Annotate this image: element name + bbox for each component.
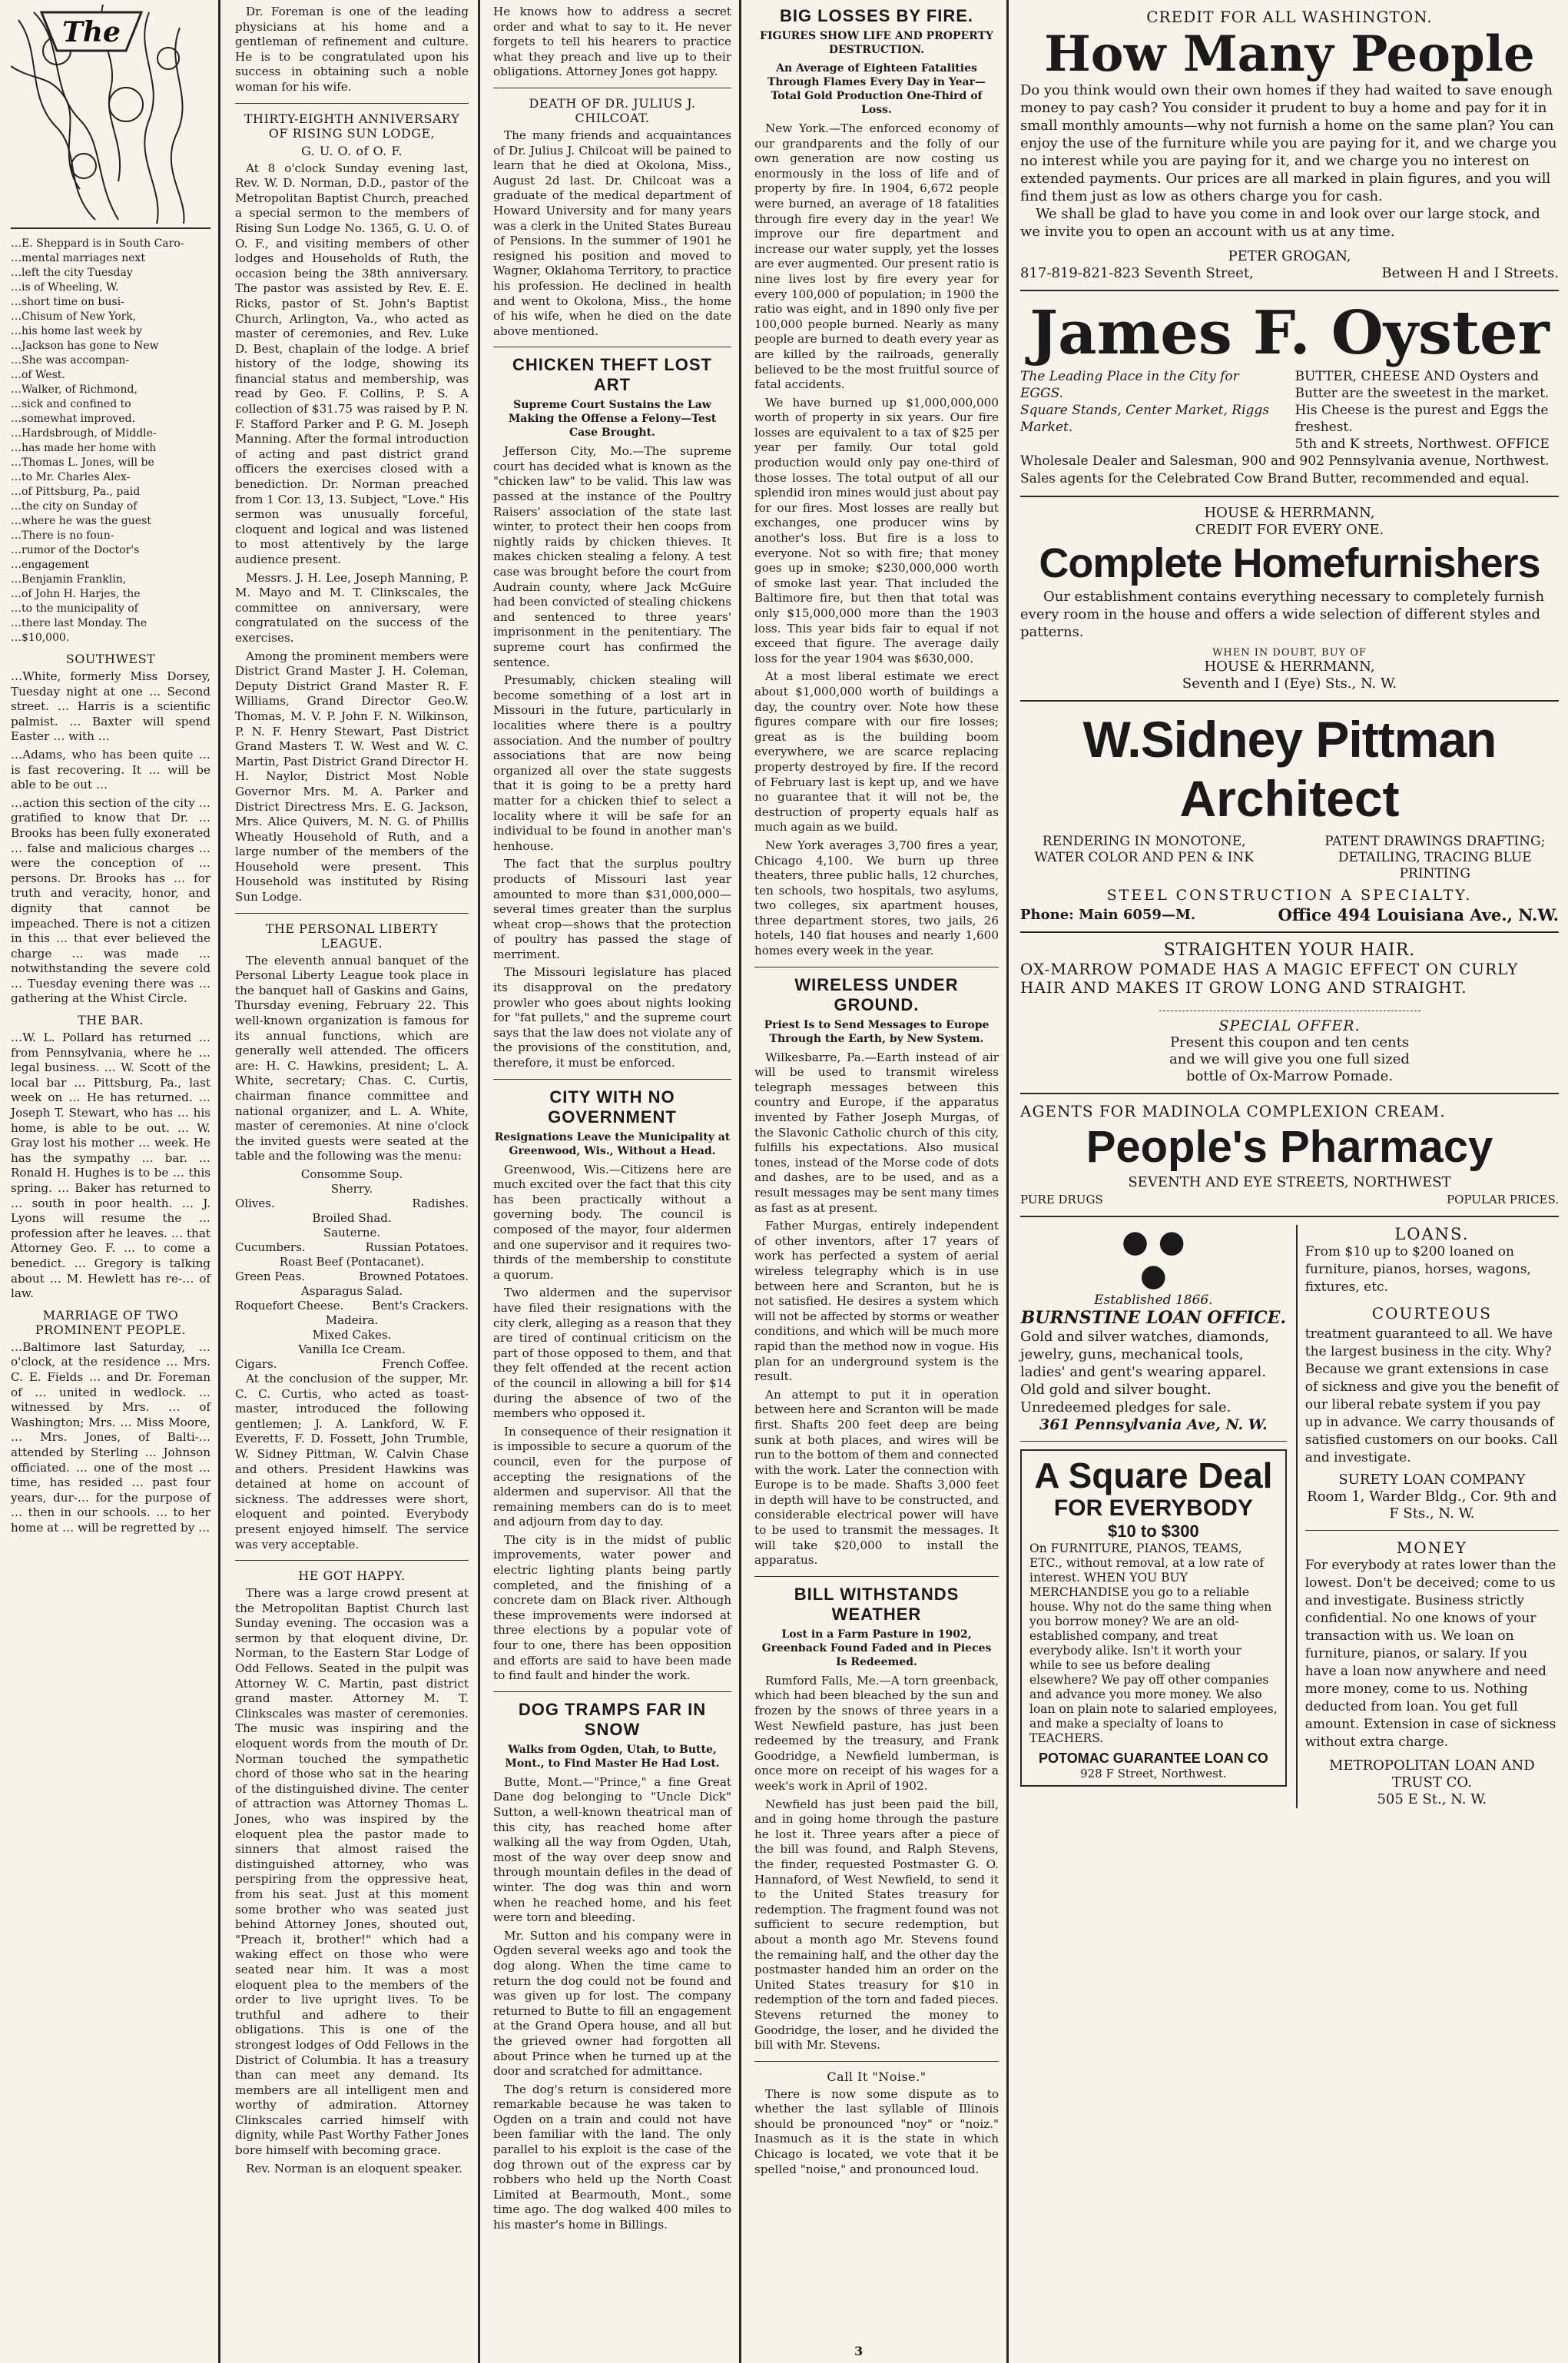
ad-body: Do you think would own their own homes if they had waited to save enough money to pay cash? You consider it prudent to buy a home and pay for it in small monthly amounts—why not furnish a home on the same plan? You can enjoy the use of the furniture while you are paying for it, and we charge you no interest while you are paying for it, and we charge you no interest on extended payments. Our prices are all marked in plain figures, and you will find them just as low as others charge you for cash. xyxy=(1020,82,1557,204)
ad-text: POPULAR PRICES. xyxy=(1447,1193,1559,1206)
ad-potomac xyxy=(1020,1449,1287,1787)
ad-address: 361 Pennsylvania Ave, N. W. xyxy=(1039,1416,1268,1433)
ad-tagline: CREDIT FOR ALL WASHINGTON. xyxy=(1146,8,1433,26)
column-rule xyxy=(478,0,480,2363)
ad-body: Gold and silver watches, diamonds, jewelry, guns, mechanical tools, ladies' and gent's wearing apparel. Old gold and silver bought. Unredeemed pledges for sale. xyxy=(1020,1329,1270,1415)
menu-item-right: Russian Potatoes. xyxy=(365,1240,469,1254)
ad-title: People's Pharmacy xyxy=(1086,1122,1493,1172)
paragraph: At 8 o'clock Sunday evening last, Rev. W. D. Norman, D.D., pastor of the Metropolitan Baptist Church, preached a special sermon to the members of Rising Sun Lodge No. 1365, G. U. O. of O. F., and visiting members of other lodges and Households of Ruth, the occasion being the 38th anniversary. The pastor was assisted by Rev. E. E. Ricks, pastor of St. John's Baptist Church, Arlington, Va., who acted as master of ceremonies, and Rev. Luke D. Best, chaplain of the lodge. A brief history of the lodge, showing its financial status and membership, was read by Geo. F. Collins, P. S. A collection of $31.75 was raised by P. N. F. Stafford Parker and P. G. M. Joseph Manning. After the formal introduction of acting and past district grand officers the exercises closed with a benediction. Dr. Norman preached from 1 Cor. 13, 13. Subject, "Love." His sermon was unusually forceful, cloquent and logical and was listened to most attentively by the large audience present. xyxy=(235,161,469,566)
ads-lower-grid xyxy=(1020,1225,1559,1808)
social-note-line: …Hardsbrough, of Middle- xyxy=(11,427,157,440)
menu-item: Mixed Cakes. xyxy=(312,1327,392,1342)
menu-item: Sauterne. xyxy=(323,1225,381,1240)
ad-oyster xyxy=(1020,299,1559,488)
social-note-line: …mental marriages next xyxy=(11,252,146,264)
article-headline: DOG TRAMPS FAR IN SNOW xyxy=(518,1699,707,1739)
divider xyxy=(1020,1093,1559,1094)
ad-address: SEVENTH AND EYE STREETS, NORTHWEST xyxy=(1128,1174,1451,1190)
social-note-line: …to the municipality of xyxy=(11,602,138,615)
menu-item xyxy=(235,1357,469,1372)
social-note-line: …engagement xyxy=(11,559,90,571)
paragraph: At a most liberal estimate we erect about $1,000,000 worth of buildings a day, the country over. Note how these figures compare with our fire losses; great as is the building boom everywhere, we are scarce replacing property destroyed by fire. If the record of February last is kept up, and we have no guarantee that it will not be, the destruction of property equals half as much again as we build. xyxy=(754,669,999,835)
divider xyxy=(754,2061,999,2062)
ad-title: MONEY xyxy=(1396,1538,1467,1557)
ad-est: Established 1866. xyxy=(1094,1293,1213,1308)
paragraph: Jefferson City, Mo.—The supreme court has decided what is known as the "chicken law" to be valid. This law was passed at the instance of the Poultry Raisers' association of the state last winter, to protect their hen coops from nightly raids by chicken thieves. It makes chicken stealing a felony. A test case was brought before the court from Audrain county, where Jack McGuire had been convicted of stealing chickens and sentenced to three years' imprisonment in the penitentiary. The supreme court has confirmed the sentence. xyxy=(493,444,731,669)
article-headline: BILL WITHSTANDS WEATHER xyxy=(794,1584,960,1624)
menu-item-left: Cigars. xyxy=(235,1356,277,1371)
paragraph: He knows how to address a secret order and what to say to it. He never forgets to tell his hearers to practice what they preach and live up to their obligations. Attorney Jones got happy. xyxy=(493,5,731,79)
bar-heading: THE BAR. xyxy=(78,1013,144,1028)
ornate-masthead-icon xyxy=(11,5,211,227)
ad-title: A Square Deal xyxy=(1034,1455,1273,1495)
ad-details xyxy=(1020,834,1559,882)
paragraph: New York averages 3,700 fires a year, Chicago 4,100. We burn up three theaters, three public halls, 12 churches, ten schools, two hospitals, two asylums, two colleges, six apartment houses, three department stores, two jails, 26 hotels, 140 flat houses and nearly 1,600 homes every week in the year. xyxy=(754,838,999,958)
ad-title: W.Sidney Pittman xyxy=(1082,711,1497,768)
ad-burnstine xyxy=(1020,1225,1287,1433)
article-subheadline: Lost in a Farm Pasture in 1902, Greenback Found Faded and in Pieces Is Redeemed. xyxy=(761,1628,992,1668)
paragraph: In consequence of their resignation it is impossible to secure a quorum of the council, even for the purpose of accepting the resignations of the aldermen and supervisor. All that the remaining members can do is to meet and adjourn from day to day. xyxy=(493,1424,731,1529)
paragraph: An attempt to put it in operation between here and Scranton will be made first. Shafts 200 feet deep are being sunk at both places, and wires will be run to the bottom of them and connected with the work. Later the connection with Europe is to be made. Shafts 3,000 feet in depth will have to be constructed, and considerable electrical power will have to be used to transmit the messages. It will take $20,000 to install the apparatus. xyxy=(754,1387,999,1568)
menu-item: Broiled Shad. xyxy=(312,1210,392,1225)
paragraph: New York.—The enforced economy of our grandparents and the folly of our own generation are now costing us enormously in the loss of life and of property by fire. In 1904, 6,672 people were burned, an average of 18 fatalities through fire every day in the year! We improve our fire department and increase our water supply, yet the losses are ever augmented. Our present ratio is nine lives lost by fire every year for every 100,000 of population; in 1900 the ratio was eight, and in 1890 only five per 100,000 people burned. Nearly as many people are burned to death every year as are killed by the railroads, generally believed to be the most fruitful source of fatal accidents. xyxy=(754,121,999,392)
ad-body: We shall be glad to have you come in and look over our large stock, and we invite you to open an account with us at any time. xyxy=(1020,206,1540,240)
ad-text: Square Stands, Center Market, Riggs Market. xyxy=(1020,403,1270,435)
social-note-line: …of John H. Harjes, the xyxy=(11,588,141,600)
social-note-line: …where he was the guest xyxy=(11,515,151,527)
social-note-line: …there last Monday. The xyxy=(11,617,148,629)
marriage-heading: MARRIAGE OF TWO PROMINENT PEOPLE. xyxy=(35,1307,187,1337)
social-note-line: …rumor of the Doctor's xyxy=(11,544,140,556)
menu-item xyxy=(235,1269,469,1284)
ad-range: $10 to $300 xyxy=(1108,1522,1199,1541)
ad-contact-row xyxy=(1020,907,1559,924)
ad-grogan xyxy=(1020,8,1559,282)
social-note-line: …to Mr. Charles Alex- xyxy=(11,471,131,483)
article-headline: CITY WITH NO GOVERNMENT xyxy=(548,1087,677,1127)
ad-address: 928 F Street, Northwest. xyxy=(1080,1767,1227,1781)
ad-title: LOANS. xyxy=(1394,1225,1470,1243)
ad-peoples-pharmacy xyxy=(1020,1102,1559,1208)
social-notes-list xyxy=(11,237,211,646)
southwest-heading: SOUTHWEST xyxy=(65,652,156,666)
article-headline: Call It "Noise." xyxy=(827,2069,927,2084)
paragraph: Two aldermen and the supervisor have filed their resignations with the city clerk, alleging as a reason that they are tired of continual criticism on the part of those opposed to them, and that they felt offended at the recent action of the council in allowing a bill for $14 during the absence of two of the members who opposed it. xyxy=(493,1286,731,1421)
menu-item xyxy=(235,1196,469,1211)
column-social-notes xyxy=(0,0,217,2363)
ad-address-between: Between H and I Streets. xyxy=(1381,265,1559,281)
ad-tagline: HOUSE & HERRMANN, xyxy=(1204,505,1375,521)
masthead-illustration xyxy=(11,5,211,229)
paragraph: Among the prominent members were District Grand Master J. H. Coleman, Deputy District Grand Master R. F. Williams, Grand Director Geo.W. Thomas, M. V. P. John F. N. Wilkinson, P. N. F. Henry Stewart, Past District Grand Masters T. W. West and W. C. Martin, Past District Grand Director H. H. Naylor, District Most Noble Governor Mrs. M. A. Parker and District Directress Mrs. E. G. Jackson, Mrs. Alice Quivers, M. N. G. of Phillis Wheatly Household of Ruth, and a large number of the members of the Household were present. This Household was instituted by Rising Sun Lodge. xyxy=(235,649,469,904)
menu-item xyxy=(235,1240,469,1255)
ad-body: For everybody at rates lower than the lowest. Don't be deceived; come to us and investigate. Business strictly confidential. No one knows of your transaction with us. We loan on furniture, pianos, or salary. If you have a loan now anywhere and need more money, come to us. Nothing deducted from loan. You get full amount. Extension in case of sickness without extra charge. xyxy=(1304,1558,1556,1750)
ad-body: Our establishment contains everything necessary to completely furnish every room in the house and offers a wide selection of different styles and patterns. xyxy=(1020,589,1545,640)
ad-body: Wholesale Dealer and Salesman, 900 and 902 Pennsylvania avenue, Northwest. Sales agents for the Celebrated Cow Brand Butter, recommended and equal. xyxy=(1020,453,1550,486)
ad-title: BURNSTINE LOAN OFFICE. xyxy=(1020,1308,1287,1328)
article-subheadline: Walks from Ogden, Utah, to Butte, Mont., to Find Master He Had Lost. xyxy=(505,1743,720,1770)
divider xyxy=(1020,700,1559,702)
ad-name: SURETY LOAN COMPANY xyxy=(1338,1472,1526,1488)
article-subheadline: An Average of Eighteen Fatalities Through Flames Every Day in Year—Total Gold Production One-Third of Loss. xyxy=(767,62,986,116)
article-headline: THE PERSONAL LIBERTY LEAGUE. xyxy=(265,921,439,951)
paragraph: The many friends and acquaintances of Dr. Julius J. Chilcoat will be pained to learn that he died at Okolona, Miss., August 2d last. Dr. Chilcoat was a graduate of the medical department of Howard University and for many years was a clerk in the United States Bureau of Pensions. In the summer of 1901 he resigned his position and moved to Wagner, Oklahoma Territory, to practice his profession. He declined in health and went to Okolona, Miss., the home of his wife, when he died on the date above mentioned. xyxy=(493,128,731,338)
paragraph: At the conclusion of the supper, Mr. C. C. Curtis, who acted as toast-master, introduced the following gentlemen; J. A. Lankford, W. F. Everetts, F. D. Fossett, John Trumble, W. Sidney Pittman, W. Calvin Chase and others. President Hawkins was detained at home on account of sickness. The addresses were short, eloquent and pointed. Everybody present enjoyed himself. The service was very acceptable. xyxy=(235,1371,469,1552)
paragraph: …White, formerly Miss Dorsey, Tuesday night at one … Second street. … Harris is a scientific palmist. … Baxter will spend Easter … with … xyxy=(11,669,211,744)
menu-item: Roast Beef (Pontacanet). xyxy=(279,1254,425,1269)
menu-item: Asparagus Salad. xyxy=(300,1283,403,1298)
ads-lower-right xyxy=(1296,1225,1559,1808)
menu-item-right: Browned Potatoes. xyxy=(359,1269,469,1283)
paragraph: Butte, Mont.—"Prince," a fine Great Dane dog belonging to "Uncle Dick" Sutton, a well-known theatrical man of this city, has reached home after walking all the way from Ogden, Utah, most of the way over deep snow and through mountain defiles in the dead of winter. The dog was thin and worn when he reached home, and his feet were torn and bleeding. xyxy=(493,1774,731,1925)
social-note-line: …short time on busi- xyxy=(11,296,124,308)
ad-body: On FURNITURE, PIANOS, TEAMS, ETC., without removal, at a low rate of interest. WHEN YOU BUY MERCHANDISE you go to a reliable house. Why not do the same thing when you borrow money? We are an old-established company, and treat everybody alike. Isn't it worth your while to see us before dealing elsewhere? We pay off other companies and advance you more money. We also loan on plain note to salaried employees, and make a specialty of loans to TEACHERS. xyxy=(1029,1542,1278,1745)
ad-body: OX-MARROW POMADE HAS A MAGIC EFFECT ON CURLY HAIR AND MAKES IT GROW LONG AND STRAIGHT. xyxy=(1020,960,1519,997)
divider xyxy=(1020,931,1559,933)
ad-address: Seventh and I (Eye) Sts., N. W. xyxy=(1182,675,1397,692)
menu-item-left: Green Peas. xyxy=(235,1269,306,1283)
ad-title: James F. Oyster xyxy=(1029,298,1550,368)
divider xyxy=(235,103,469,104)
divider xyxy=(1020,496,1559,497)
ad-address-row xyxy=(1020,265,1559,282)
paragraph: The Missouri legislature has placed its disapproval on the predatory prowler who goes about nights looking for "fat pullets," and the supreme court says that the law does not violate any of the provisions of the constitution, and, therefore, it must be enforced. xyxy=(493,965,731,1070)
ad-address: Office 494 Louisiana Ave., N.W. xyxy=(1278,905,1559,924)
paragraph: Wilkesbarre, Pa.—Earth instead of air will be used to transmit wireless telegraph messages between this country and Europe, if the apparatus invented by Father Joseph Murgas, of the Slavonic Catholic church of this city, fulfills his expectations. Also musical tones, instead of the Morse code of dots and dashes, are to be used, and as a result messages may be sent many times as fast as at present. xyxy=(754,1050,999,1215)
column-rule xyxy=(1006,0,1009,2363)
ad-text: RENDERING IN MONOTONE, WATER COLOR AND PEN & INK xyxy=(1034,834,1254,865)
ad-text: The Leading Place in the City for EGGS. xyxy=(1020,369,1239,401)
column-three xyxy=(486,0,738,2363)
paragraph: Rumford Falls, Me.—A torn greenback, which had been bleached by the sun and frozen by the snows of three years in a West Newfield pasture, has just been redeemed by the treasury, and Frank Goodridge, a Newfield lumberman, is once more on receipt of his wages for a week's work in April of 1902. xyxy=(754,1673,999,1793)
social-note-line: …his home last week by xyxy=(11,325,143,337)
divider xyxy=(1020,1441,1287,1442)
paragraph: …action this section of the city … gratified to know that Dr. … Brooks has been fully exonerated … false and malicious charges … were the conception of … persons. Dr. Brooks has … for truth and veracity, honor, and dignity that cannot be impeached. There is not a citizen in this … that ever believed the charge … was made … notwithstanding the severe cold … Tuesday evening there was … gathering at the Whist Circle. xyxy=(11,795,211,1006)
social-note-line: …has made her home with xyxy=(11,442,157,454)
menu-item: Sherry. xyxy=(330,1181,373,1196)
ad-body: treatment guaranteed to all. We have the largest business in the city. Why? Because we grant extensions in case of sickness and give you the benefit of our liberal rebate system if you pay up in advance. We carry thousands of satisfied customers on our books. Call and investigate. xyxy=(1304,1326,1559,1465)
banquet-menu xyxy=(235,1167,469,1372)
paragraph: The dog's return is considered more remarkable because he was taken to Ogden on a train and could not have been familiar with the land. The only parallel to his exploit is the case of the dog thrown out of the express car by robbers who held up the North Coast Limited at Bearmouth, Mont., some time ago. The dog walked 400 miles to his master's home in Billings. xyxy=(493,2082,731,2232)
divider xyxy=(1020,1216,1559,1217)
ad-surety-loan xyxy=(1305,1225,1559,1522)
article-subheadline: FIGURES SHOW LIFE AND PROPERTY DESTRUCTION. xyxy=(760,30,993,56)
column-two xyxy=(227,0,475,2363)
ad-address: 817-819-821-823 Seventh Street, xyxy=(1020,265,1254,281)
social-note-line: …Chisum of New York, xyxy=(11,310,137,323)
ad-body: From $10 up to $200 loaned on furniture, pianos, horses, wagons, fixtures, etc. xyxy=(1304,1244,1531,1295)
social-note-line: …the city on Sunday of xyxy=(11,500,138,513)
article-headline: THIRTY-EIGHTH ANNIVERSARY OF RISING SUN LODGE, xyxy=(244,111,460,141)
paragraph: There was a large crowd present at the Metropolitan Baptist Church last Sunday evening. The occasion was a sermon by that eloquent divine, Dr. Norman, to the Eastern Star Lodge of Odd Fellows. Seated in the pulpit was Attorney W. C. Martin, past district grand master. Attorney M. T. Clinkscales was master of ceremonies. The music was inspiring and the eloquent words from the mouth of Dr. Norman touched the sympathetic chord of those who sat in the hearing of the distinguished divine. The center of attraction was Attorney Thomas L. Jones, who was inspired by the eloquent plea the pastor made to sinners that almost raised the distinguished attorney, who was perspiring from the oppressive heat, from his seat. Just at this moment some brother who was seated just behind Attorney Jones, shouted out, "Preach it, brother!" which had a waking effect on those who were seated near him. It was a most eloquent plea to the members of the order to live upright lives. To be truthful and adhere to their obligations. This is one of the strongest lodges of Odd Fellows in the District of Columbia. It has a treasury than can meet any demand. Its members are all intelligent men and worthy of admiration. Attorney Clinkscales carried himself with dignity, while Past Worthy Father Jones bore himself with becoming grace. xyxy=(235,1586,469,2158)
paragraph: The eleventh annual banquet of the Personal Liberty League took place in the banquet hall of Gaskins and Gains, Thursday evening, February 22. This well-known organization is famous for its annual functions, which are generally well attended. The officers are: H. C. Hawkins, president; L. A. White, secretary; Chas. C. Curtis, chairman finance committee and national organizer, and L. A. White, master of ceremonies. At nine o'clock the invited guests were seated at the table and the following was the menu: xyxy=(235,953,469,1163)
svg-text:The: The xyxy=(62,16,121,48)
social-note-line: …Benjamin Franklin, xyxy=(11,573,127,586)
ad-tagline: STEEL CONSTRUCTION A SPECIALTY. xyxy=(1106,887,1473,904)
divider xyxy=(235,913,469,914)
divider xyxy=(493,1691,731,1692)
ad-pittman xyxy=(1020,709,1559,924)
ad-title: How Many People xyxy=(1044,25,1535,83)
ad-subtitle: FOR EVERYBODY xyxy=(1053,1495,1253,1521)
social-note-line: …$10,000. xyxy=(11,632,70,644)
ad-subtitle: Architect xyxy=(1179,770,1400,827)
ad-tagline: WHEN IN DOUBT, BUY OF xyxy=(1212,647,1367,659)
paragraph: Messrs. J. H. Lee, Joseph Manning, P. M. Mayo and M. T. Clinkscales, the committee on anniversary, were congratulated on the success of the exercises. xyxy=(235,570,469,645)
ad-signature: PETER GROGAN, xyxy=(1228,248,1351,264)
social-note-line: …sick and confined to xyxy=(11,398,131,410)
paragraph: Father Murgas, entirely independent of other inventors, after 17 years of work has perfected a system of aerial wireless telegraphy which is in use between here and Scranton, but he is not satisfied. He desires a system which will not be affected by storms or weather conditions, and which will be much more rapid than the method now in vogue. His plan for an underground system is the result. xyxy=(754,1219,999,1384)
paragraph: Presumably, chicken stealing will become something of a lost art in Missouri in the future, particularly in localities where there is a poultry association. And the number of poultry associations that are now being organized all over the state suggests that it is going to be a pretty hard matter for a chicken thief to select a locality where it will be safe for an individual to be found in another man's henhouse. xyxy=(493,673,731,853)
ad-house-herrmann xyxy=(1020,505,1559,692)
ad-title: STRAIGHTEN YOUR HAIR. xyxy=(1163,941,1416,960)
ad-tagline: CREDIT FOR EVERY ONE. xyxy=(1195,522,1384,538)
column-rule xyxy=(739,0,741,2363)
menu-item: Consomme Soup. xyxy=(300,1167,403,1181)
paragraph: Newfield has just been paid the bill, and in going home through the pasture he lost it. Three years after a piece of the bill was found, and Ralph Stevens, the finder, requested Postmaster G. O. Hannaford, of West Newfield, to send it to the United States treasury for redemption. The fragment found was not sufficient to secure redemption, but about a month ago Mr. Stevens found the remaining half, and the other day the postmaster handed him an order on the United States treasury for $10 in redemption of the torn and faded pieces. Stevens returned the money to Goodridge, the loser, and he divided the bill with Mr. Stevens. xyxy=(754,1797,999,2053)
paragraph: Greenwood, Wis.—Citizens here are much excited over the fact that this city has been practically without a governing body. The council is composed of the mayor, four aldermen and one supervisor and it requires two-thirds of the membership to constitute a quorum. xyxy=(493,1162,731,1282)
social-note-line: …Jackson has gone to New xyxy=(11,340,159,352)
coupon xyxy=(1159,1011,1420,1085)
social-note-line: …Walker, of Richmond, xyxy=(11,383,138,396)
paragraph: …W. L. Pollard has returned … from Pennsylvania, where he … legal business. … W. Scott of the local bar … Pittsburg, Pa., last week on … He has returned. … Joseph T. Stewart, who has … his home, is able to be out. … W. Gray lost his mother … week. He has the sympathy … bar. … Ronald H. Hughes is to be … this spring. … Baker has returned to … south in poor health. … J. Lyons will resume the … profession after he leaves. … that Attorney Geo. F. … to come a benedict. … Gregory is talking about … M. Hewlett has re-… of law. xyxy=(11,1030,211,1301)
social-note-line: …somewhat improved. xyxy=(11,413,136,425)
divider xyxy=(1020,290,1559,291)
social-note-line: …There is no foun- xyxy=(11,529,114,542)
article-headline: CHICKEN THEFT LOST ART xyxy=(512,355,712,395)
ad-subtitle: COURTEOUS xyxy=(1371,1304,1492,1323)
paragraph: Mr. Sutton and his company were in Ogden several weeks ago and took the dog along. When the time came to return the dog could not be found and was given up for lost. The company returned to Butte to fill an engagement at the Grand Opera house, and all but the grieved owner had forgotten all about Prince when he turned up at the door and scratched for admittance. xyxy=(493,1928,731,2079)
social-note-line: …is of Wheeling, W. xyxy=(11,281,119,294)
paragraph: Rev. Norman is an eloquent speaker. xyxy=(246,2161,463,2175)
ad-name: POTOMAC GUARANTEE LOAN CO xyxy=(1039,1751,1268,1766)
menu-item: Madeira. xyxy=(325,1313,379,1327)
coupon-body: Present this coupon and ten cents and we will give you one full sized bottle of Ox-Marrow Pomade. xyxy=(1169,1034,1410,1084)
paragraph: There is now some dispute as to whether the last syllable of Illinois should be pronounced "noy" or "noiz." Inasmuch as it is the state in which Chicago is located, we vote that it be spelled "noise," and pronounced loud. xyxy=(754,2086,999,2176)
paragraph: The fact that the surplus poultry products of Missouri last year amounted to more than $31,000,000—several times greater than the surplus wheat crop—shows that the protection of poultry has passed the stage of merriment. xyxy=(493,857,731,961)
ad-address: Room 1, Warder Bldg., Cor. 9th and F Sts., N. W. xyxy=(1307,1488,1557,1522)
article-headline: BIG LOSSES BY FIRE. xyxy=(779,6,974,25)
social-note-line: …Thomas L. Jones, will be xyxy=(11,456,154,469)
paragraph: …Baltimore last Saturday, … o'clock, at the residence … Mrs. C. E. Fields … and Dr. Foreman of … united in wedlock. … witnessed by Mrs. … of Washington; Mrs. … Miss Moore, … Mrs. Jones, of Balti-… attended by Sterling … Johnson officiated. … one of the most … time, has resided … past four years, dur-… for the purpose of … then in our schools. … to her home at … will be regretted by … xyxy=(11,1339,211,1535)
pawn-balls-icon: ● ● ● xyxy=(1122,1224,1185,1293)
column-rule xyxy=(218,0,220,2363)
divider xyxy=(493,1079,731,1080)
divider xyxy=(235,1560,469,1561)
menu-item-left: Olives. xyxy=(235,1196,275,1210)
social-note-line: …of West. xyxy=(11,369,65,381)
menu-item-left: Roquefort Cheese. xyxy=(235,1298,344,1313)
social-note-line: …left the city Tuesday xyxy=(11,267,133,279)
ad-metropolitan-loan xyxy=(1305,1538,1559,1808)
ad-tagline: AGENTS FOR MADINOLA COMPLEXION CREAM. xyxy=(1020,1102,1446,1120)
social-note-line: …of Pittsburg, Pa., paid xyxy=(11,486,141,498)
menu-item-left: Cucumbers. xyxy=(235,1240,306,1254)
article-subheadline: Resignations Leave the Municipality at Greenwood, Wis., Without a Head. xyxy=(494,1130,731,1157)
ad-footer-row xyxy=(1020,1191,1559,1208)
paragraph: Dr. Foreman is one of the leading physicians at his home and a gentleman of refinement and culture. He is to be congratulated upon his success in obtaining such a noble woman for his wife. xyxy=(235,5,469,94)
article-headline: DEATH OF DR. JULIUS J. CHILCOAT. xyxy=(529,95,696,125)
social-note-line: …E. Sheppard is in South Caro- xyxy=(11,237,184,250)
ad-text: BUTTER, CHEESE AND Oysters and Butter are the sweetest in the market. His Cheese is the purest and Eggs the freshest. xyxy=(1295,369,1550,435)
menu-item: Vanilla Ice Cream. xyxy=(298,1342,406,1356)
menu-item-right: French Coffee. xyxy=(382,1356,469,1371)
article-subheadline: Priest Is to Send Messages to Europe Through the Earth, by New System. xyxy=(764,1018,990,1045)
ad-text: 5th and K streets, Northwest. OFFICE xyxy=(1295,436,1550,452)
social-note-line: …She was accompan- xyxy=(11,354,130,367)
ad-title: Complete Homefurnishers xyxy=(1039,540,1540,586)
ad-details xyxy=(1020,368,1559,453)
menu-item-right: Radishes. xyxy=(412,1196,469,1210)
paragraph: The city is in the midst of public improvements, water power and electric lighting plants being partly completed, and the finishing of a concrete dam on Black river. Although these improvements were indorsed at three elections by a popular vote of four to one, there has been opposition and efforts are said to have been made to find fault and hinder the work. xyxy=(493,1532,731,1683)
ad-name: HOUSE & HERRMANN, xyxy=(1204,659,1375,675)
ad-ox-marrow xyxy=(1020,941,1559,1085)
ad-name: METROPOLITAN LOAN AND TRUST CO. xyxy=(1329,1757,1535,1791)
ads-lower-left xyxy=(1020,1225,1287,1808)
ad-text: PATENT DRAWINGS DRAFTING; DETAILING, TRACING BLUE PRINTING xyxy=(1324,834,1546,881)
page-number: 3 xyxy=(854,2344,864,2358)
paragraph: …Adams, who has been quite … is fast recovering. It … will be able to be out … xyxy=(11,747,211,792)
menu-item-right: Bent's Crackers. xyxy=(372,1298,469,1313)
divider xyxy=(1305,1530,1559,1531)
paragraph: We have burned up $1,000,000,000 worth of property in six years. Our fire losses are equivalent to a tax of $25 per year per family. Our total gold production would only pay one-third of those losses. The total output of all our splendid iron mines would just about pay for our fires. Most losses are really but exchanges, one producer wins by another's loss. But fire is a loss to everyone. Not so with fire; that money goes up in smoke; $230,000,000 worth of smoke last year. That included the Baltimore fire, but then that total was only $15,000,000 more than the 1903 loss. This year bids fair to equal if not exceed that figure. The average daily loss for the year 1904 was $630,000. xyxy=(754,395,999,665)
ad-phone: Phone: Main 6059—M. xyxy=(1020,907,1196,923)
column-advertisements xyxy=(1011,0,1565,2363)
divider xyxy=(754,1576,999,1577)
ad-address: 505 E St., N. W. xyxy=(1377,1791,1487,1807)
article-headline: WIRELESS UNDER GROUND. xyxy=(794,974,959,1014)
ad-text: PURE DRUGS xyxy=(1020,1193,1103,1206)
article-headline: HE GOT HAPPY. xyxy=(298,1568,406,1584)
coupon-title: SPECIAL OFFER. xyxy=(1218,1017,1361,1034)
column-four xyxy=(747,0,1005,2363)
article-subheadline: Supreme Court Sustains the Law Making the Offense a Felony—Test Case Brought. xyxy=(508,399,717,440)
menu-item xyxy=(235,1299,469,1313)
article-subheadline: G. U. O. of O. F. xyxy=(300,143,403,158)
